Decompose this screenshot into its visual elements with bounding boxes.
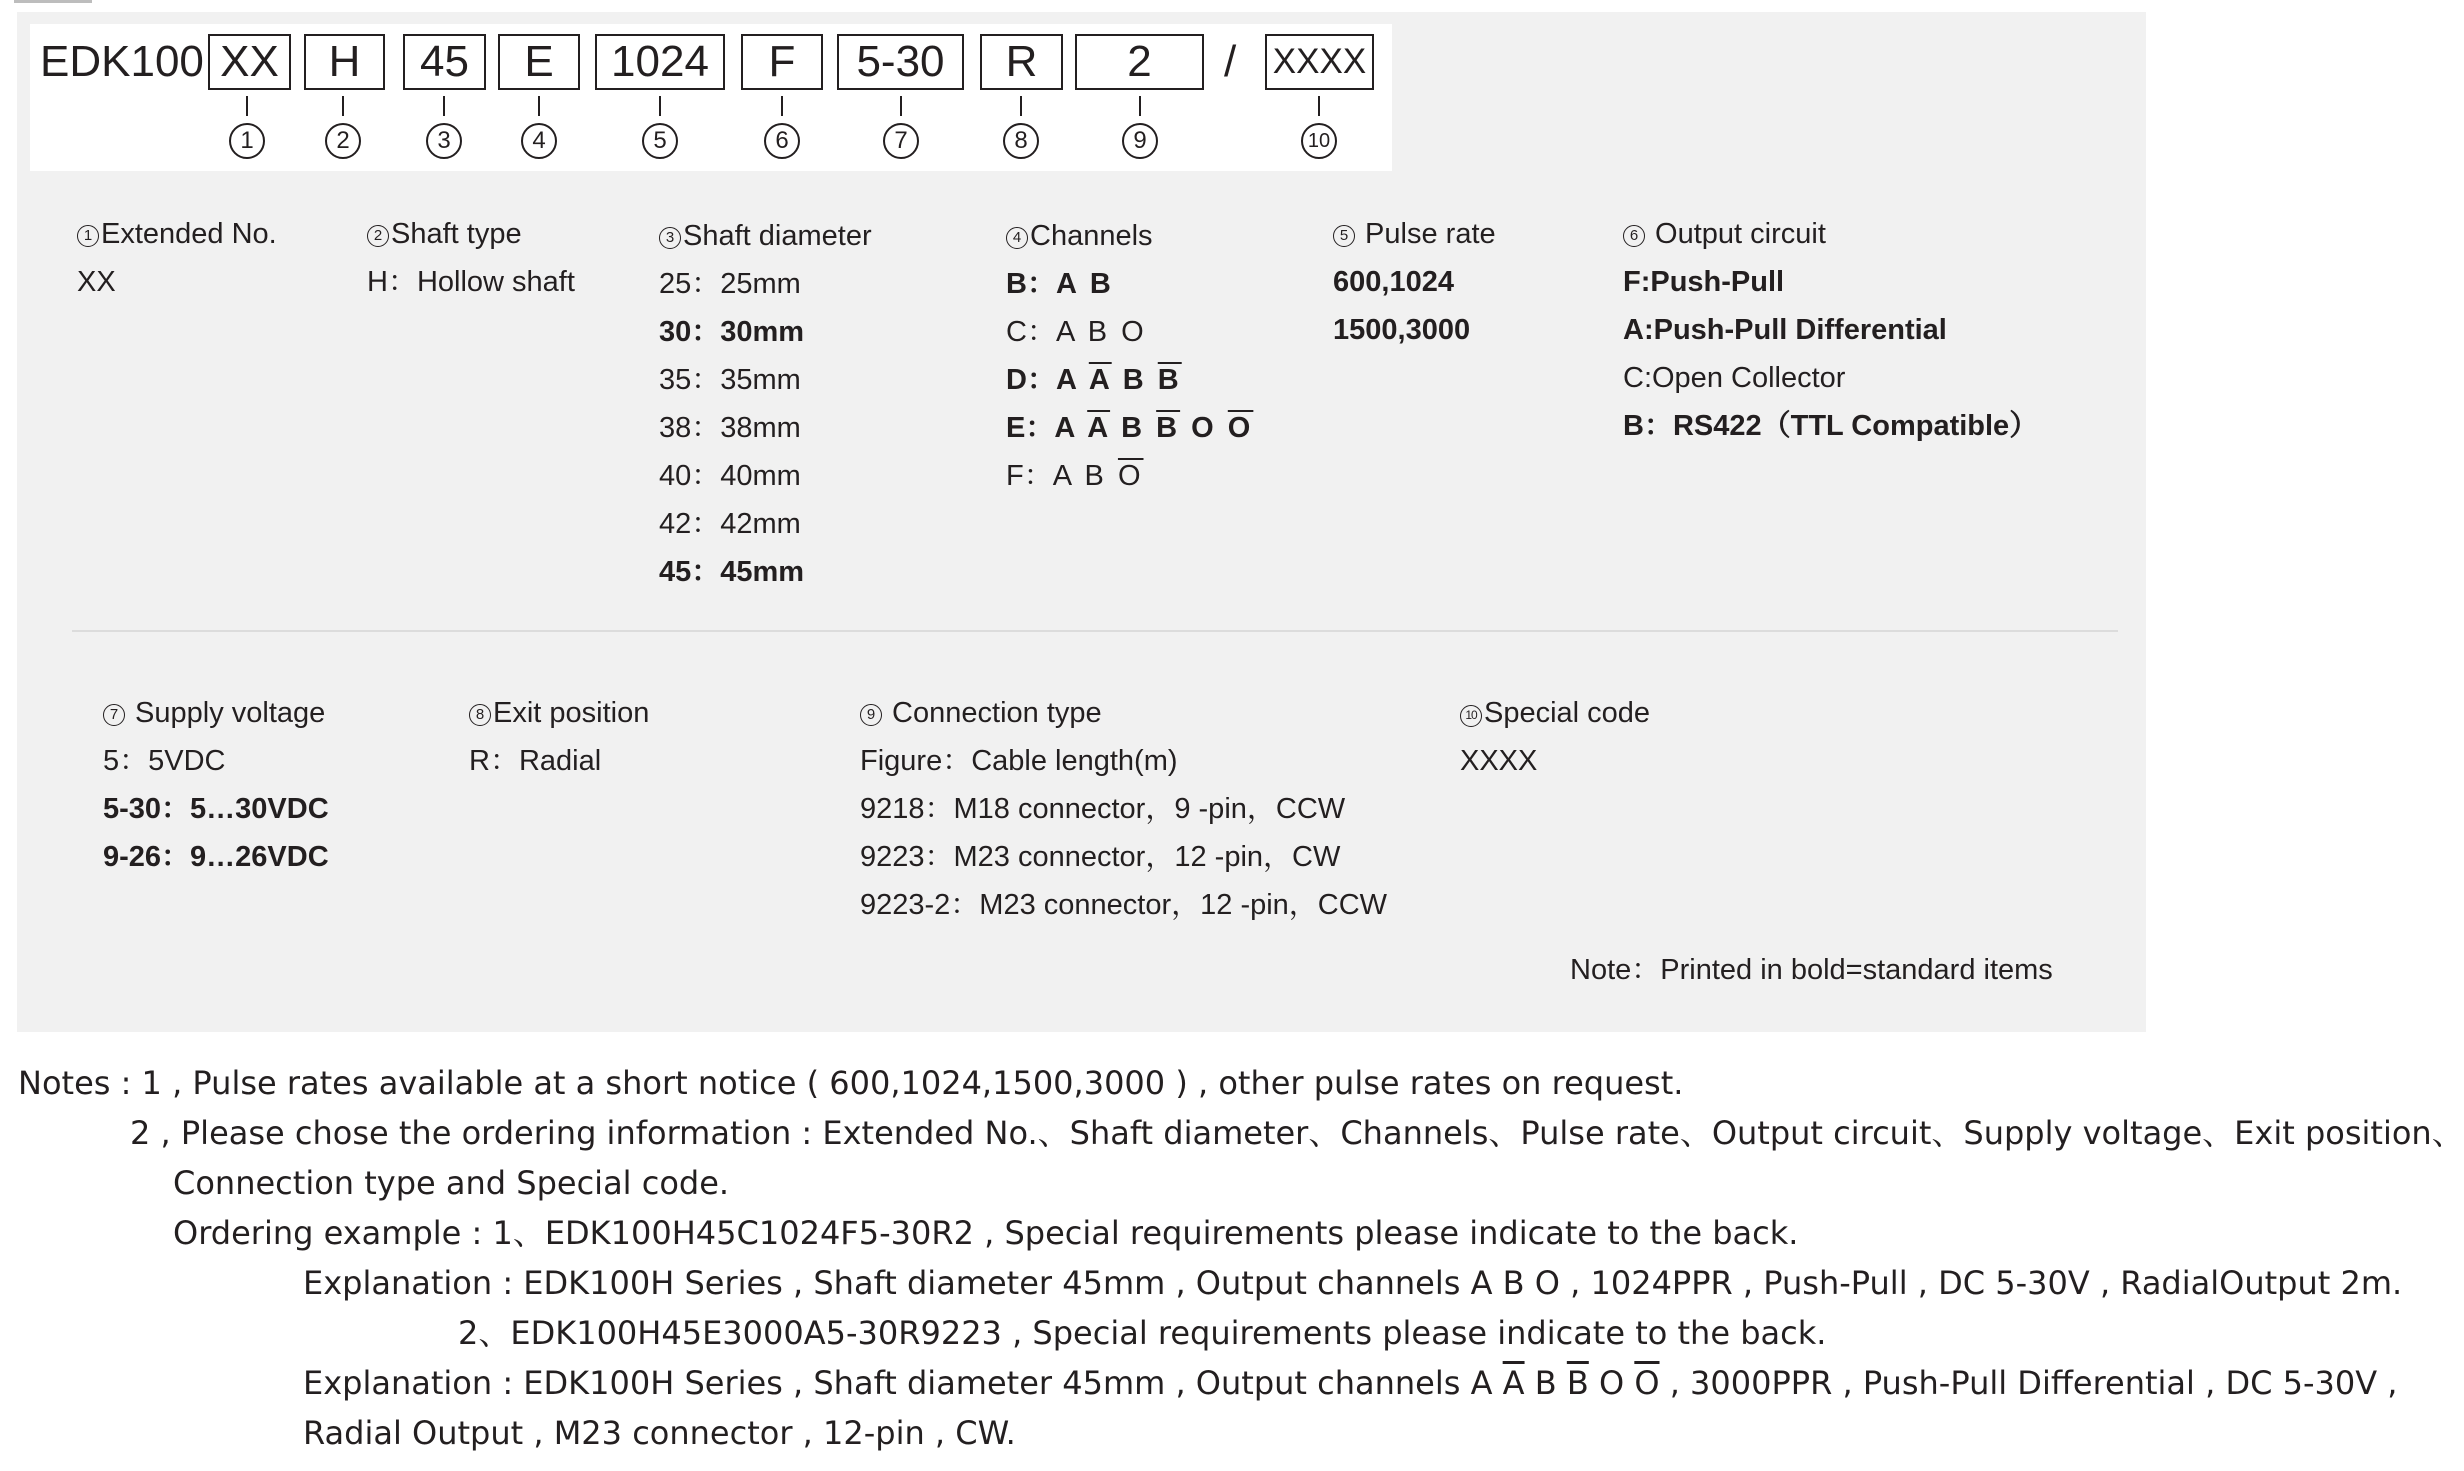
option-item: XX bbox=[77, 266, 116, 298]
explanation-2-text: Explanation : EDK100H Series , Shaft diameter 45mm , Output channels bbox=[303, 1364, 1471, 1402]
option-item: 9223：M23 connector，12 -pin，CW bbox=[860, 841, 1341, 873]
code-tick-7 bbox=[900, 96, 902, 116]
code-slash: / bbox=[1224, 37, 1237, 86]
channel-signal: A bbox=[1055, 268, 1079, 300]
option-item: 40：40mm bbox=[659, 460, 801, 492]
channel-key: E： bbox=[1006, 412, 1055, 444]
code-box-2: H bbox=[304, 34, 385, 90]
option-item-standard: 1500,3000 bbox=[1333, 314, 1471, 346]
option-item-standard: 5-30：5…30VDC bbox=[103, 793, 329, 825]
channel-key: D： bbox=[1006, 364, 1056, 396]
code-box-3: 45 bbox=[403, 34, 486, 90]
section-supply-voltage bbox=[103, 689, 329, 881]
option-item: 25：25mm bbox=[659, 268, 801, 300]
explanation-1: Explanation : EDK100H Series , Shaft diameter 45mm , Output channels A B O , 1024PPR , Push-Pull , DC 5-30V , RadialOutput 2m. bbox=[303, 1264, 2403, 1302]
explanation-2-tail: , 3000PPR , Push-Pull Differential , DC 5-30V , bbox=[1659, 1364, 2398, 1402]
channel-option-b bbox=[1006, 260, 1253, 308]
code-tick-10 bbox=[1318, 96, 1320, 116]
section-heading bbox=[659, 212, 872, 260]
code-tick-1 bbox=[246, 96, 248, 116]
code-marker-9: 9 bbox=[1122, 123, 1158, 159]
channel-signal: O bbox=[1121, 316, 1147, 348]
bold-legend-note: Note：Printed in bold=standard items bbox=[1570, 954, 2053, 986]
channel-signal: A bbox=[1055, 316, 1077, 348]
option-item: 35：35mm bbox=[659, 364, 801, 396]
section-title: Extended No. bbox=[101, 218, 277, 250]
option-item-standard: A:Push-Pull Differential bbox=[1623, 314, 1947, 346]
option-item: C:Open Collector bbox=[1623, 362, 1846, 394]
section-number: 3 bbox=[659, 227, 681, 249]
section-number: 7 bbox=[103, 704, 125, 726]
section-heading bbox=[1623, 210, 2038, 258]
code-marker-1: 1 bbox=[229, 123, 265, 159]
code-marker-2: 2 bbox=[325, 123, 361, 159]
option-item: 9218：M18 connector，9 -pin，CCW bbox=[860, 793, 1346, 825]
option-item: XXXX bbox=[1460, 745, 1538, 777]
section-shaft-diameter bbox=[659, 212, 872, 596]
section-heading bbox=[1460, 689, 1650, 737]
section-number: 2 bbox=[367, 225, 389, 247]
section-number: 8 bbox=[469, 704, 491, 726]
section-output-circuit bbox=[1623, 210, 2038, 450]
top-tab-mark bbox=[14, 0, 92, 3]
option-item: 5：5VDC bbox=[103, 745, 226, 777]
code-box-8: R bbox=[980, 34, 1063, 90]
channel-key: F： bbox=[1006, 460, 1053, 492]
code-marker-5: 5 bbox=[642, 123, 678, 159]
channel-signal-inverted: $\overline{A}$ bbox=[1087, 412, 1111, 444]
channel-option-e bbox=[1006, 404, 1253, 452]
channel-signal-inverted: $\overline{B}$ bbox=[1156, 412, 1181, 444]
channel-signal: B bbox=[1084, 460, 1107, 492]
note-line-1: Notes : 1 , Pulse rates available at a short notice ( 600,1024,1500,3000 ) , other pulse rates on request. bbox=[18, 1064, 1684, 1102]
section-number: 10 bbox=[1460, 705, 1482, 727]
channel-signal: O bbox=[1598, 1364, 1625, 1402]
section-number: 9 bbox=[860, 704, 882, 726]
section-divider bbox=[72, 630, 2118, 632]
channel-signal: B bbox=[1534, 1364, 1557, 1402]
code-tick-8 bbox=[1020, 96, 1022, 116]
section-extended-no bbox=[77, 210, 277, 306]
section-number: 1 bbox=[77, 225, 99, 247]
ordering-example-2: 2、EDK100H45E3000A5-30R9223 , Special requirements please indicate to the back. bbox=[458, 1314, 1827, 1352]
channel-signal: O bbox=[1191, 412, 1217, 444]
channel-option-d bbox=[1006, 356, 1253, 404]
option-item-standard: 45：45mm bbox=[659, 556, 805, 588]
section-heading bbox=[1006, 212, 1253, 260]
option-item: R：Radial bbox=[469, 745, 602, 777]
channel-option-f bbox=[1006, 452, 1253, 500]
section-title: Special code bbox=[1484, 697, 1651, 729]
section-heading bbox=[860, 689, 1387, 737]
code-box-7: 5-30 bbox=[837, 34, 964, 90]
channel-signal-inverted: $\overline{B}$ bbox=[1566, 1364, 1589, 1402]
note-line-2: 2 , Please chose the ordering information : Extended No.、Shaft diameter、Channels、Pulse rate、Output circuit、Supply voltage、Exit position、 bbox=[130, 1114, 2464, 1152]
code-tick-3 bbox=[443, 96, 445, 116]
note-line-3: Connection type and Special code. bbox=[173, 1164, 730, 1202]
code-tick-9 bbox=[1139, 96, 1141, 116]
code-tick-2 bbox=[342, 96, 344, 116]
option-item-standard: B：RS422（TTL Compatible） bbox=[1623, 410, 2039, 442]
section-channels bbox=[1006, 212, 1253, 500]
section-exit-position bbox=[469, 689, 649, 785]
section-heading bbox=[77, 210, 277, 258]
channel-signal: B bbox=[1089, 268, 1114, 300]
option-item-standard: 600,1024 bbox=[1333, 266, 1454, 298]
channel-option-c bbox=[1006, 308, 1253, 356]
code-box-1: XX bbox=[208, 34, 291, 90]
ordering-example-1: Ordering example : 1、EDK100H45C1024F5-30R2 , Special requirements please indicate to the back. bbox=[173, 1214, 1799, 1252]
option-item: Figure：Cable length(m) bbox=[860, 745, 1178, 777]
channel-signal-inverted: $\overline{O}$ bbox=[1117, 460, 1144, 492]
explanation-2 bbox=[303, 1358, 2397, 1408]
section-heading bbox=[103, 689, 329, 737]
section-pulse-rate bbox=[1333, 210, 1496, 354]
code-prefix: EDK100 bbox=[40, 37, 204, 86]
option-item: 38：38mm bbox=[659, 412, 801, 444]
code-marker-8: 8 bbox=[1003, 123, 1039, 159]
section-title: Shaft type bbox=[391, 218, 522, 250]
section-number: 6 bbox=[1623, 225, 1645, 247]
code-box-9: 2 bbox=[1075, 34, 1204, 90]
code-tick-6 bbox=[781, 96, 783, 116]
section-title: Supply voltage bbox=[127, 697, 326, 729]
section-title: Channels bbox=[1030, 220, 1153, 252]
explanation-2-cont: Radial Output , M23 connector , 12-pin , CW. bbox=[303, 1414, 1016, 1452]
option-item: 9223-2：M23 connector，12 -pin，CCW bbox=[860, 889, 1388, 921]
code-marker-6: 6 bbox=[764, 123, 800, 159]
section-title: Pulse rate bbox=[1357, 218, 1496, 250]
section-heading bbox=[1333, 210, 1496, 258]
code-box-10: XXXX bbox=[1265, 34, 1374, 90]
channel-signal: A bbox=[1055, 364, 1079, 396]
section-connection-type bbox=[860, 689, 1387, 929]
section-number: 4 bbox=[1006, 227, 1028, 249]
code-marker-7: 7 bbox=[883, 123, 919, 159]
section-title: Output circuit bbox=[1647, 218, 1826, 250]
section-number: 5 bbox=[1333, 225, 1355, 247]
option-item-standard: F:Push-Pull bbox=[1623, 266, 1785, 298]
section-shaft-type bbox=[367, 210, 575, 306]
option-item: H：Hollow shaft bbox=[367, 266, 575, 298]
channel-key: C： bbox=[1006, 316, 1056, 348]
channel-signal: A bbox=[1470, 1364, 1493, 1402]
channel-key: B： bbox=[1006, 268, 1056, 300]
channel-signal: B bbox=[1122, 364, 1147, 396]
code-tick-5 bbox=[659, 96, 661, 116]
option-item-standard: 9-26：9…26VDC bbox=[103, 841, 329, 873]
channel-signal: A bbox=[1054, 412, 1078, 444]
code-marker-10: 10 bbox=[1301, 123, 1337, 159]
section-title: Shaft diameter bbox=[683, 220, 872, 252]
channel-signal-inverted: $\overline{B}$ bbox=[1157, 364, 1182, 396]
code-box-6: F bbox=[741, 34, 823, 90]
option-item: 42：42mm bbox=[659, 508, 801, 540]
channel-signal-inverted: $\overline{A}$ bbox=[1088, 364, 1112, 396]
section-title: Connection type bbox=[884, 697, 1102, 729]
section-special-code bbox=[1460, 689, 1650, 785]
channel-signal-inverted: $\overline{A}$ bbox=[1502, 1364, 1525, 1402]
code-marker-3: 3 bbox=[426, 123, 462, 159]
channel-signal: B bbox=[1121, 412, 1146, 444]
code-box-5: 1024 bbox=[595, 34, 725, 90]
code-tick-4 bbox=[538, 96, 540, 116]
code-marker-4: 4 bbox=[521, 123, 557, 159]
channel-signal: B bbox=[1087, 316, 1111, 348]
section-title: Exit position bbox=[493, 697, 650, 729]
code-box-4: E bbox=[498, 34, 580, 90]
option-item-standard: 30：30mm bbox=[659, 316, 805, 348]
channel-signal-inverted: $\overline{O}$ bbox=[1227, 412, 1254, 444]
channel-signal-inverted: $\overline{O}$ bbox=[1634, 1364, 1660, 1402]
section-heading bbox=[367, 210, 575, 258]
channel-signal: A bbox=[1052, 460, 1074, 492]
section-heading bbox=[469, 689, 649, 737]
